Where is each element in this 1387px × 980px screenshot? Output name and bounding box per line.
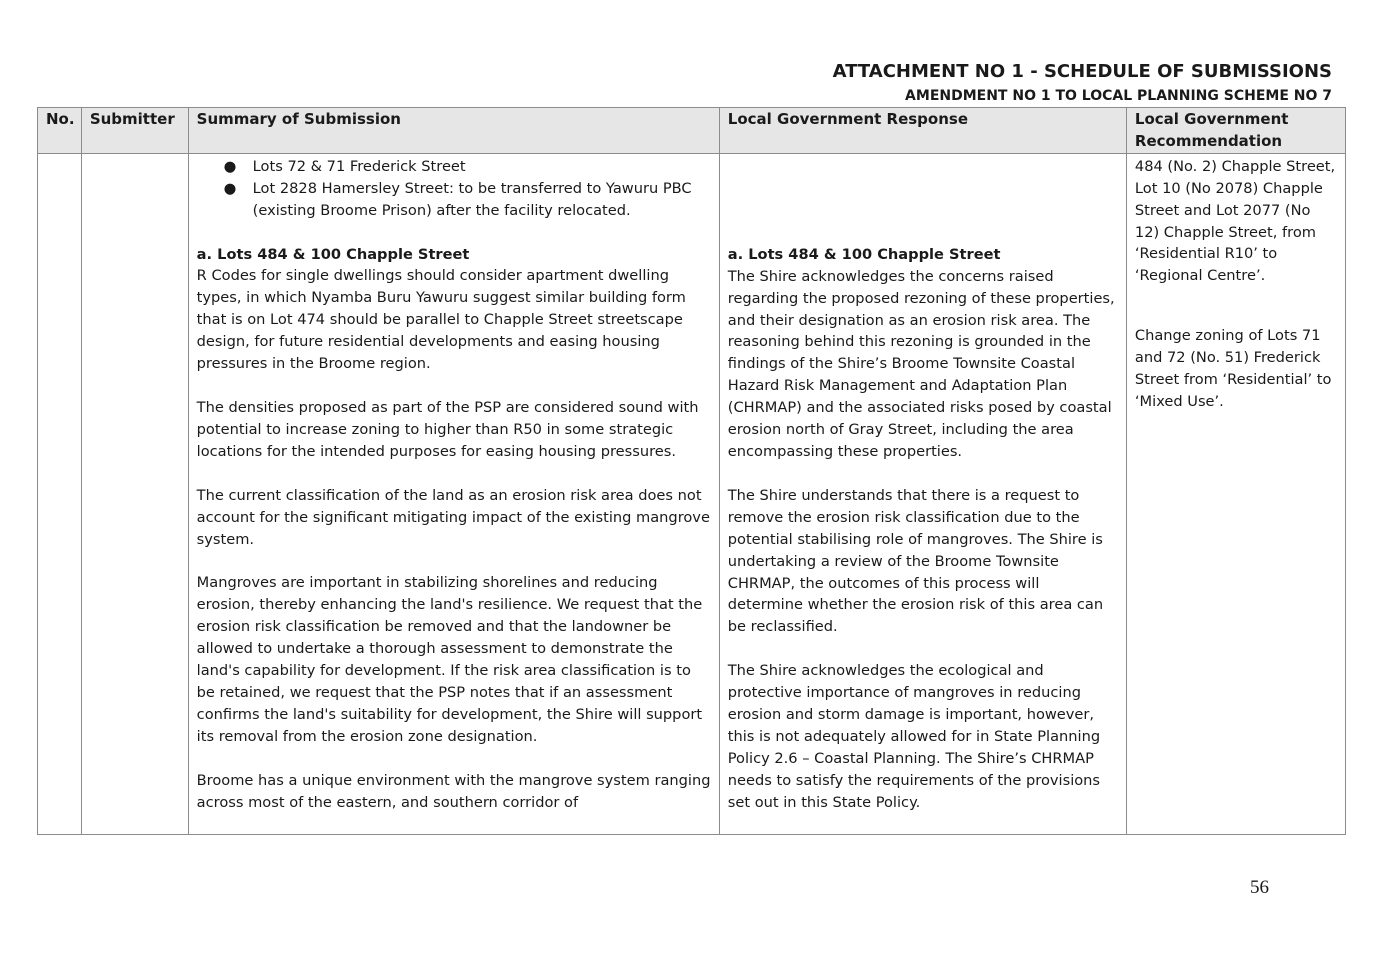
response-paragraph: The Shire acknowledges the concerns raised regarding the proposed rezoning of these properties, and their designation as an erosion risk area. The reasoning behind this rezoning is grounded in the findings of the Shire’s Broome Townsite Coastal Hazard Risk Management and Adaptation Plan (CHRMAP) and the associated risks posed by coastal erosion north of Gray Street, including the area encompassing these properties. xyxy=(727,267,1115,460)
column-header-submitter: Submitter xyxy=(81,108,188,154)
response-paragraph: The Shire understands that there is a request to remove the erosion risk classification due to the potential stabilising role of mangroves. The Shire is undertaking a review of the Broome Townsite CHRMAP, the outcomes of this process will determine whether the erosion risk of this area can be reclassified. xyxy=(727,486,1104,636)
response-paragraph: The Shire acknowledges the ecological and protective importance of mangroves in reducing erosion and storm damage is important, however, this is not adequately allowed for in State Planning Policy 2.6 – Coastal Planning. The Shire’s CHRMAP needs to satisfy the requirements of the provisions set out in this State Policy. xyxy=(727,662,1101,811)
column-header-no: No. xyxy=(38,108,82,154)
bullet-text: Lots 72 & 71 Frederick Street xyxy=(252,157,466,175)
document-title: ATTACHMENT NO 1 - SCHEDULE OF SUBMISSIONS xyxy=(832,61,1332,82)
summary-bullet-list xyxy=(197,156,711,222)
summary-paragraph: Broome has a unique environment with the mangrove system ranging across most of the eastern, and southern corridor of xyxy=(196,771,711,811)
recommendation-paragraph: 484 (No. 2) Chapple Street, Lot 10 (No 2078) Chapple Street and Lot 2077 (No 12) Chapple Street, from ‘Residential R10’ to ‘Regional Centre’. xyxy=(1134,157,1336,285)
response-section-heading: a. Lots 484 & 100 Chapple Street xyxy=(727,245,1001,263)
cell-response xyxy=(719,153,1126,834)
column-header-response: Local Government Response xyxy=(719,108,1126,154)
list-item xyxy=(223,156,711,178)
table-row xyxy=(38,153,1346,834)
bullet-icon: ● xyxy=(223,157,237,175)
table-header-row xyxy=(38,108,1346,154)
column-header-summary: Summary of Submission xyxy=(188,108,719,154)
summary-paragraph: The densities proposed as part of the PSP are considered sound with potential to increase zoning to higher than R50 in some strategic locations for the intended purposes for easing housing pressures. xyxy=(196,398,699,460)
summary-paragraph: Mangroves are important in stabilizing shorelines and reducing erosion, thereby enhancing the land's resilience. We request that the erosion risk classification be removed and that the landowner be allowed to undertake a thorough assessment to demonstrate the land's capability for development. If the risk area classification is to be retained, we request that the PSP notes that if an assessment confirms the land's suitability for development, the Shire will support its removal from the erosion zone designation. xyxy=(196,574,703,745)
cell-submitter xyxy=(81,153,188,834)
submissions-table xyxy=(37,107,1346,835)
cell-recommendation xyxy=(1126,153,1345,834)
list-item xyxy=(223,178,711,222)
column-header-recommendation: Local Government Recommendation xyxy=(1126,108,1345,154)
document-subtitle: AMENDMENT NO 1 TO LOCAL PLANNING SCHEME NO 7 xyxy=(905,88,1332,104)
summary-paragraph: The current classification of the land as an erosion risk area does not account for the significant mitigating impact of the existing mangrove system. xyxy=(196,486,710,548)
cell-summary xyxy=(188,153,719,834)
bullet-text: Lot 2828 Hamersley Street: to be transferred to Yawuru PBC (existing Broome Prison) after the facility relocated. xyxy=(252,179,692,219)
summary-section-heading: a. Lots 484 & 100 Chapple Street xyxy=(196,245,470,263)
bullet-icon: ● xyxy=(223,179,237,197)
page-number: 56 xyxy=(1250,877,1269,898)
recommendation-paragraph: Change zoning of Lots 71 and 72 (No. 51) Frederick Street from ‘Residential’ to ‘Mixed Use’. xyxy=(1134,327,1332,410)
summary-paragraph: R Codes for single dwellings should consider apartment dwelling types, in which Nyamba Buru Yawuru suggest similar building form that is on Lot 474 should be parallel to Chapple Street streetscape design, for future residential developments and easing housing pressures in the Broome region. xyxy=(196,267,686,373)
cell-no xyxy=(38,153,82,834)
